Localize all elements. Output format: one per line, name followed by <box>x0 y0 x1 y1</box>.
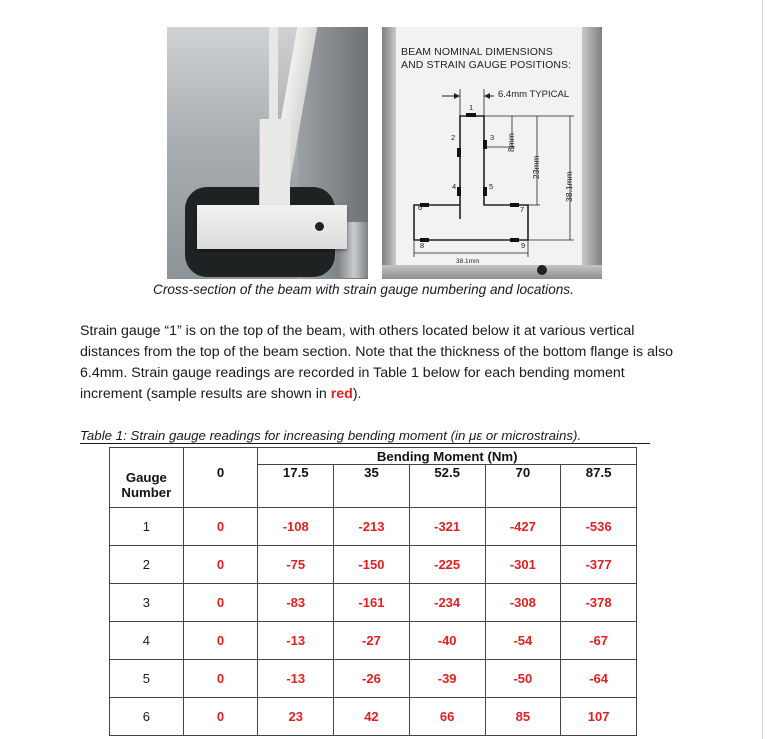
strain-reading-cell: 0 <box>183 508 258 546</box>
dim-arrow-right-head <box>484 93 490 99</box>
paragraph-red-word: red <box>330 386 353 402</box>
strain-reading-cell: 107 <box>561 698 637 736</box>
strain-reading-cell: -225 <box>409 546 485 584</box>
strain-reading-cell: 0 <box>183 546 258 584</box>
strain-reading-cell: -54 <box>485 622 561 660</box>
table-row <box>110 508 637 546</box>
strain-reading-cell: -26 <box>334 660 410 698</box>
gauge-number-cell: 6 <box>110 698 184 736</box>
gauge-number-cell: 1 <box>110 508 184 546</box>
beam-web-end <box>260 119 290 209</box>
strain-reading-cell: -377 <box>561 546 637 584</box>
strain-reading-cell: -39 <box>409 660 485 698</box>
table-row <box>110 546 637 584</box>
gauge-number-cell: 4 <box>110 622 184 660</box>
strain-reading-cell: -67 <box>561 622 637 660</box>
strain-reading-cell: -301 <box>485 546 561 584</box>
gauge-pad-7 <box>510 203 519 207</box>
gauge-number-3: 3 <box>490 133 495 142</box>
strain-reading-cell: 0 <box>183 622 258 660</box>
gauge-number-cell: 5 <box>110 660 184 698</box>
label-23mm: 23mm <box>531 155 541 179</box>
beam-flange-end <box>197 205 347 249</box>
strain-reading-cell: -64 <box>561 660 637 698</box>
label-typical: 6.4mm TYPICAL <box>498 89 570 100</box>
moment-header-0: 0 <box>183 465 258 508</box>
gauge-header-line1: Gauge <box>125 470 167 485</box>
table-row <box>110 622 637 660</box>
body-paragraph <box>80 321 690 405</box>
label-38mm-horizontal: 38.1mm <box>456 258 480 265</box>
table-caption-underline <box>80 443 650 444</box>
strain-reading-cell: -427 <box>485 508 561 546</box>
table-body <box>110 508 637 736</box>
strain-reading-cell: -321 <box>409 508 485 546</box>
strain-reading-cell: -161 <box>334 584 410 622</box>
strain-reading-cell: -13 <box>258 660 334 698</box>
strain-reading-cell: -83 <box>258 584 334 622</box>
label-38mm-vertical: 38.1mm <box>564 171 574 202</box>
strain-reading-cell: -108 <box>258 508 334 546</box>
table-row <box>110 584 637 622</box>
moment-header-52-5: 52.5 <box>409 465 485 508</box>
gauge-number-7: 7 <box>520 205 525 214</box>
beam-web-top <box>269 27 278 122</box>
strain-reading-cell: -536 <box>561 508 637 546</box>
empty-header-cell <box>183 448 258 465</box>
strain-reading-cell: -378 <box>561 584 637 622</box>
strain-reading-cell: -308 <box>485 584 561 622</box>
bending-moment-header: Bending Moment (Nm) <box>258 448 637 465</box>
table-row <box>110 698 637 736</box>
diagram-title-line2: AND STRAIN GAUGE POSITIONS: <box>401 59 572 71</box>
gauge-number-9: 9 <box>521 241 526 250</box>
gauge-pad-4 <box>457 187 461 196</box>
gauge-number-8: 8 <box>420 241 425 250</box>
strain-reading-cell: 0 <box>183 660 258 698</box>
gauge-number-cell: 3 <box>110 584 184 622</box>
table-moment-header-row <box>110 465 637 508</box>
strain-reading-cell: -40 <box>409 622 485 660</box>
page-edge <box>762 0 763 739</box>
table-row <box>110 660 637 698</box>
strain-reading-cell: -234 <box>409 584 485 622</box>
table-caption <box>80 428 650 443</box>
strain-reading-cell: 85 <box>485 698 561 736</box>
strain-reading-cell: -150 <box>334 546 410 584</box>
gauge-pad-3 <box>483 140 487 149</box>
diagram-title-line1: BEAM NOMINAL DIMENSIONS <box>401 46 553 58</box>
strain-gauge-table <box>109 447 637 736</box>
moment-header-35: 35 <box>334 465 410 508</box>
moment-header-17-5: 17.5 <box>258 465 334 508</box>
paragraph-text-end: ). <box>352 386 362 402</box>
table-caption-text: Table 1: Strain gauge readings for increasing bending moment (in με or microstrains). <box>80 428 582 443</box>
diagram-title <box>401 46 571 72</box>
beam-photo <box>167 27 368 279</box>
strain-reading-cell: -13 <box>258 622 334 660</box>
gauge-number-1: 1 <box>469 103 474 112</box>
paragraph-text: Strain gauge “1” is on the top of the beam, with others located below it at various vertical distances from the top of the beam section. Note that the thickness of the bottom flange is also 6.4mm. Strain gauge readings are recorded in Table 1 below for each bending moment increment (sample results are shown in <box>80 323 674 402</box>
gauge-number-2: 2 <box>451 133 456 142</box>
strain-reading-cell: 23 <box>258 698 334 736</box>
strain-reading-cell: 0 <box>183 584 258 622</box>
label-8mm: 8mm <box>506 133 516 152</box>
strain-reading-cell: -75 <box>258 546 334 584</box>
gauge-number-cell: 2 <box>110 546 184 584</box>
dim-arrow-left-head <box>454 93 460 99</box>
moment-header-70: 70 <box>485 465 561 508</box>
strain-reading-cell: -50 <box>485 660 561 698</box>
strain-reading-cell: 66 <box>409 698 485 736</box>
figure-caption: Cross-section of the beam with strain gauge numbering and locations. <box>153 282 574 297</box>
gauge-pad-2 <box>457 148 461 157</box>
table-group-header-row <box>110 448 637 465</box>
strain-reading-cell: 0 <box>183 698 258 736</box>
gauge-number-5: 5 <box>489 182 494 191</box>
gauge-pad-5 <box>483 187 487 196</box>
strain-reading-cell: 42 <box>334 698 410 736</box>
strain-reading-cell: -27 <box>334 622 410 660</box>
gauge-number-6: 6 <box>418 203 423 212</box>
gauge-pad-9 <box>510 238 519 242</box>
gauge-header-cell <box>110 448 184 508</box>
gauge-number-4: 4 <box>452 182 457 191</box>
dimension-diagram-photo <box>382 27 602 279</box>
moment-header-87-5: 87.5 <box>561 465 637 508</box>
gauge-pad-1 <box>466 113 476 117</box>
gauge-header-line2: Number <box>121 485 172 500</box>
beam-bolt-hole <box>315 222 324 231</box>
strain-reading-cell: -213 <box>334 508 410 546</box>
